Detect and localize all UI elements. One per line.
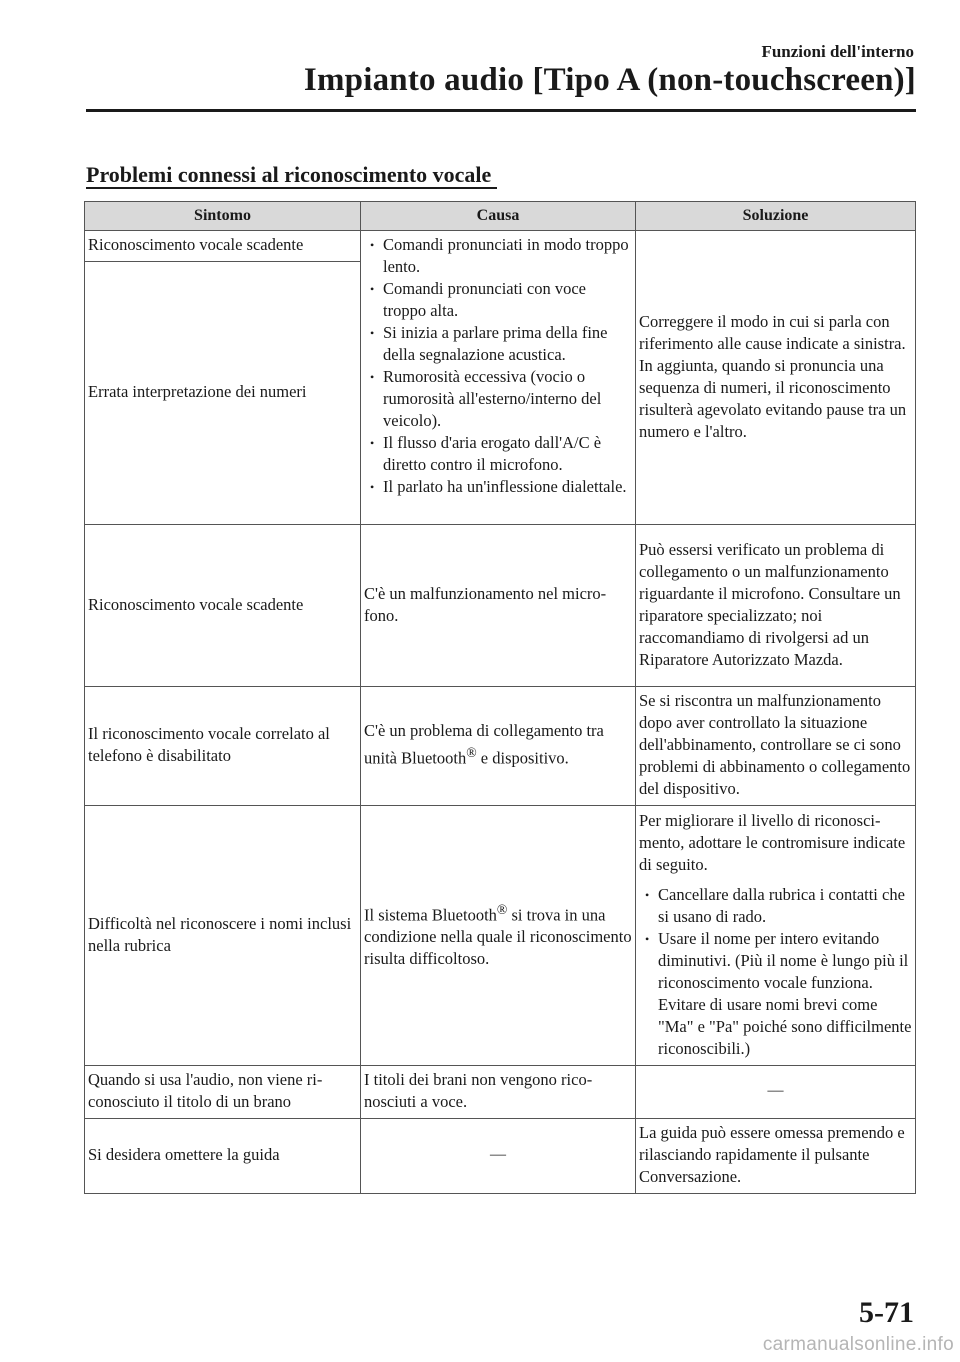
solution-cell: Se si riscontra un malfunzionamento dopo aver controllato la situazione dell'abbinamento, controllare se ci sono problemi di abbinamento o collegamento del dispositivo. xyxy=(636,687,916,806)
symptom-cell: Riconoscimento vocale scadente xyxy=(85,525,361,687)
cause-cell: I titoli dei brani non vengono riconosciuti a voce. xyxy=(361,1066,636,1119)
registered-mark: ® xyxy=(496,901,508,917)
list-item: • Cancellare dalla rubrica i contatti che si usano di rado. xyxy=(639,884,912,928)
solution-intro: Per migliorare il livello di riconoscimento, adottare le contromisure indicate di seguito. xyxy=(639,810,906,874)
table-row xyxy=(85,1119,916,1194)
list-item: • Comandi pronunciati in modo troppo lento. xyxy=(364,234,632,278)
list-item: • Usare il nome per intero evitando diminutivi. (Più il nome è lungo più il riconoscimento vocale funziona. Evitare di usare nomi brevi come "Ma" e "Pa" poiché sono difficilmente riconoscibili.) xyxy=(639,928,912,1060)
symptom-cell: Difficoltà nel riconoscere i nomi inclusi nella rubrica xyxy=(85,806,361,1066)
list-item: • Il parlato ha un'inflessione dialettale. xyxy=(364,476,632,498)
registered-mark: ® xyxy=(466,745,477,761)
solution-cell: Correggere il modo in cui si parla con riferimento alle cause indicate a sinistra. In aggiunta, quando si pronuncia una sequenza di numeri, il riconoscimento risulterà agevolato evitando pause tra un numero e l'altro. xyxy=(636,231,916,525)
section-title: Problemi connessi al riconoscimento vocale xyxy=(86,162,492,187)
cause-cell xyxy=(361,806,636,1066)
list-item: • Si inizia a parlare prima della fine della segnalazione acustica. xyxy=(364,322,632,366)
cause-text: C'è un problema di collegamento tra unità Bluetooth xyxy=(364,721,604,768)
cause-cell xyxy=(361,687,636,806)
symptom-cell: Errata interpretazione dei numeri xyxy=(85,262,361,525)
header-section-label: Funzioni dell'interno xyxy=(761,42,914,61)
page-title: Impianto audio [Tipo A (non-touchscreen)] xyxy=(303,62,916,98)
table-row xyxy=(85,806,916,1066)
table-header-row xyxy=(85,202,916,231)
list-item: • Il flusso d'aria erogato dall'A/C è diretto contro il microfono. xyxy=(364,432,632,476)
symptom-cell: Si desidera omettere la guida xyxy=(85,1119,361,1194)
list-item: • Rumorosità eccessiva (vocio o rumorosità all'esterno/interno del veicolo). xyxy=(364,366,632,432)
watermark: carmanualsonline.info xyxy=(762,1334,954,1355)
cause-text: Il sistema Bluetooth xyxy=(364,905,497,925)
solution-cell: Può essersi verificato un problema di collegamento o un malfunzionamento riguardante il microfono. Consultare un riparatore specializzato; noi raccomandiamo di rivolgersi ad un Riparatore Autorizzato Mazda. xyxy=(636,525,916,687)
cause-cell xyxy=(361,231,636,525)
solution-cell xyxy=(636,806,916,1066)
table-row xyxy=(85,1066,916,1119)
symptom-cell: Quando si usa l'audio, non viene riconosciuto il titolo di un brano xyxy=(85,1066,361,1119)
column-header-cause: Causa xyxy=(361,202,636,231)
troubleshooting-table xyxy=(84,201,916,1194)
cause-cell: — xyxy=(361,1119,636,1194)
symptom-cell: Riconoscimento vocale scadente xyxy=(85,231,361,262)
cause-list xyxy=(364,234,632,498)
cause-text-end: e dispositivo. xyxy=(476,748,569,768)
table-row xyxy=(85,525,916,687)
solution-list xyxy=(639,884,912,1060)
table-row xyxy=(85,687,916,806)
symptom-cell: Il riconoscimento vocale correlato al telefono è disabilitato xyxy=(85,687,361,806)
section-title-underline xyxy=(86,187,497,189)
page-number: 5-71 xyxy=(859,1296,914,1329)
list-item: • Comandi pronunciati con voce troppo alta. xyxy=(364,278,632,322)
cause-text-end: si trova in una condizione nella quale il riconoscimento risulta difficoltoso. xyxy=(364,905,632,969)
solution-cell: — xyxy=(636,1066,916,1119)
header-divider xyxy=(86,109,916,112)
cause-cell: C'è un malfunzionamento nel microfono. xyxy=(361,525,636,687)
column-header-solution: Soluzione xyxy=(636,202,916,231)
table-row xyxy=(85,231,916,262)
column-header-symptom: Sintomo xyxy=(85,202,361,231)
solution-cell: La guida può essere omessa premendo e rilasciando rapidamente il pulsante Conversazione. xyxy=(636,1119,916,1194)
